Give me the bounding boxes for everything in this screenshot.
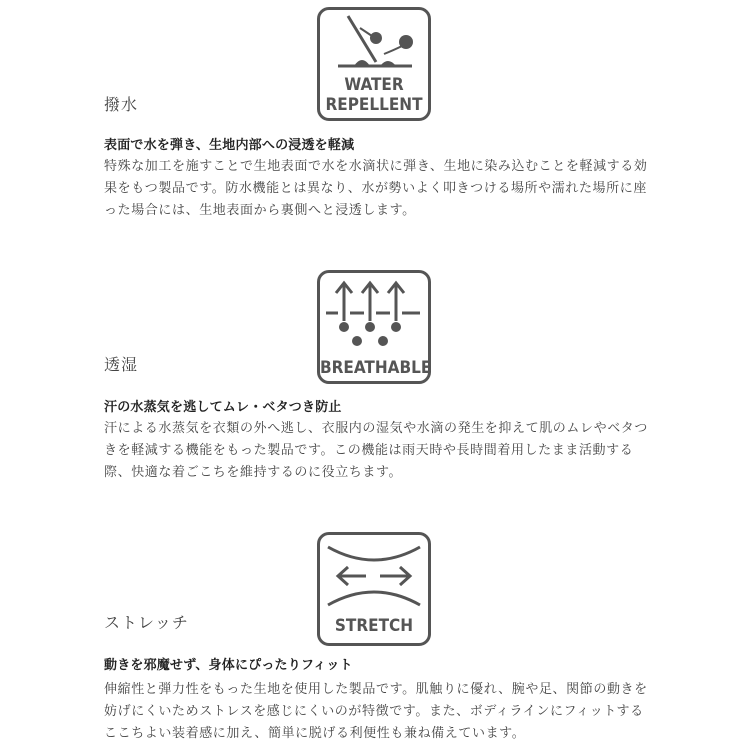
feature-name: 透湿	[104, 355, 139, 374]
feature-description: 汗による水蒸気を衣類の外へ逃し、衣服内の湿気や水滴の発生を抑えて肌のムレやベタつきを軽減する機能をもった製品です。この機能は雨天時や長時間着用したまま活動する際、快適な着ごこちを維持するのに役立ちます。	[104, 421, 649, 480]
feature-description: 特殊な加工を施すことで生地表面で水を水滴状に弾き、生地に染み込むことを軽減する効果をもつ製品です。防水機能とは異なり、水が勢いよく叩きつける場所や濡れた場所に座った場合には、生地表面から裏側へと浸透します。	[104, 159, 648, 218]
icon-label-line-2: REPELLENT	[325, 95, 423, 115]
icon-label-line-1: STRETCH	[334, 616, 414, 636]
feature-name: ストレッチ	[104, 613, 189, 632]
stretch-icon-box	[317, 532, 431, 646]
feature-name: 撥水	[104, 95, 139, 114]
icon-label-line-1: BREATHABLE	[320, 358, 432, 378]
breathable-icon-box	[317, 270, 431, 384]
feature-headline: 表面で水を弾き、生地内部への浸透を軽減	[104, 138, 355, 153]
feature-headline: 汗の水蒸気を逃してムレ・ベタつき防止	[104, 400, 342, 415]
water-repellent-icon-box	[317, 7, 431, 121]
feature-description: 伸縮性と弾力性をもった生地を使用した製品です。肌触りに優れ、腕や足、関節の動きを妨げにくいためストレスを感じにくいのが特徴です。また、ボディラインにフィットするここちよい装着感に加え、簡単に脱げる利便性も兼ね備えています。	[104, 682, 648, 741]
feature-headline: 動きを邪魔せず、身体にぴったりフィット	[104, 658, 353, 673]
icon-label-line-1: WATER	[344, 75, 404, 95]
